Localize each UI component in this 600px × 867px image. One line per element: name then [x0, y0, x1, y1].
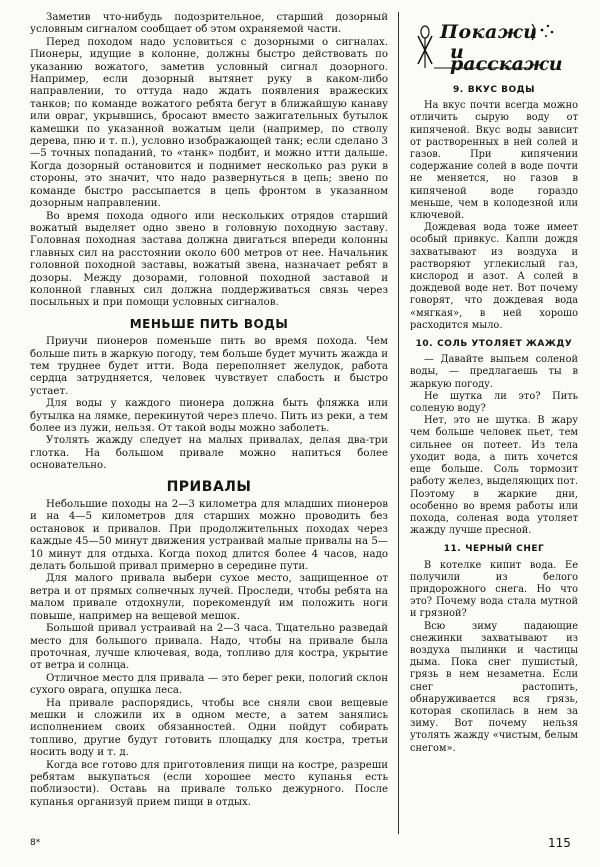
sidebar-heading-text: СОЛЬ УТОЛЯЕТ ЖАЖДУ: [437, 339, 573, 350]
sidebar-heading-text: ВКУС ВОДЫ: [467, 85, 535, 95]
sidebar-heading-number: 10.: [415, 339, 434, 350]
sidebar-heading-text: ЧЕРНЫЙ СНЕГ: [465, 544, 545, 555]
rubric-logo: [410, 12, 578, 74]
paragraph: Не шутка ли это? Пить соленую воду?: [410, 390, 578, 415]
paragraph: Всю зиму падающие снежинки захватывают из воздуха пылинки и частицы дыма. Пока снег пушистый, грязь в нем незаметна. Если снег растопить, обнаруживается вся грязь, которая скопилась в нем за зиму. Вот почему нельзя утолять жажду «чистым, белым снегом».: [410, 620, 578, 754]
paragraph: Нет, это не шутка. В жару чем больше человек пьет, тем сильнее он потеет. Из тела уходит вода, а пить хочется еще больше. Соль тормозит работу желез, выделяющих пот. Поэтому в жаркие дни, особенно во время работы или похода, соленая вода утоляет жажду лучше пресной.: [410, 415, 578, 537]
sidebar-column: [410, 12, 578, 755]
paragraph: Большой привал устраивай на 2—3 часа. Тщательно разведай место для большого привала. Надо, чтобы на привале была проточная, лучше ключевая, вода, топливо для костра, укрытие от ветра и солнца.: [30, 623, 388, 672]
section-heading-rest-stops: ПРИВАЛЫ: [166, 478, 252, 495]
paragraph: Во время похода одного или нескольких отрядов старший вожатый выделяет одно звено в головную походную заставу. Головная походная застава должна двигаться впереди колонны главных сил на расстоянии около 600 метров от нее. Начальник головной походной заставы, вожатый звена, назначает ребят в дозоры. Между дозорами, головной походной заставой и колонной главных сил должна поддерживаться связь через посыльных и при помощи условных сигналов.: [30, 210, 388, 309]
section-heading-water: МЕНЬШЕ ПИТЬ ВОДЫ: [129, 316, 289, 331]
sidebar-heading-salt: [410, 338, 578, 350]
paragraph: Для малого привала выбери сухое место, защищенное от ветра и от прямых солнечных лучей. Проследи, чтобы ребята на малом привале отдохнули, порекомендуй им положить ноги повыше, например на вещевой мешок.: [30, 573, 388, 622]
paragraph: Перед походом надо условиться с дозорными о сигналах. Пионеры, идущие в колонне, должны быстро действовать по указанию вожатого, заметив условный сигнал дозорного. Например, если дозорный вытянет руку в каком-либо направлении, то оттуда надо ждать появления вражеских танков; по команде вожатого ребята бегут в ближайшую канаву или овраг, укрывшись, бросают вместо зажигательных бутылок камешки по указанной вожатым цели (например, по стволу дерева, пню и т. п.), условно изображающей танк; если сделано 3—5 точных попаданий, то «танк» подбит, и можно итти дальше. Когда дозорный остановится и поднимет несколько раз руки в стороны, это значит, что надо развернуться в цепь; звено по команде быстро рассыпается в цепь фронтом в указанном дозорным направлении.: [30, 36, 388, 210]
paragraph: На вкус почти всегда можно отличить сырую воду от кипяченой. Вкус воды зависит от растворенных в ней солей и газов. При кипячении содержание солей в воде почти не меняется, но газов в кипяченой воде гораздо меньше, чем в колодезной или ключевой.: [410, 100, 578, 222]
main-column: [30, 12, 388, 809]
sidebar-heading-taste: [410, 84, 578, 96]
paragraph: Приучи пионеров поменьше пить во время похода. Чем больше пить в жаркую погоду, тем больше будет мучить жажда и тем труднее будет итти. Вода переполняет желудок, работа сердца затрудняется, человек чувствует слабость и быстро устает.: [30, 336, 388, 397]
paragraph: В котелке кипит вода. Ее получили из белого придорожного снега. Но что это? Почему вода стала мутной и грязной?: [410, 559, 578, 620]
sidebar-heading-snow: [410, 543, 578, 555]
paragraph: Отличное место для привала — это берег реки, пологий склон сухого оврага, опушка леса.: [30, 672, 388, 697]
paragraph: На привале распорядись, чтобы все сняли свои вещевые мешки и сложили их в одном месте, а затем занялись исполнением своих обязанностей. Одни пойдут собирать топливо, другие будут готовить площадку для костра, третьи носить воду и т. д.: [30, 697, 388, 759]
paragraph: Когда все готово для приготовления пищи на костре, разреши ребятам выкупаться (если хорошее место купанья есть поблизости). Оставь на привале только дежурного. После купанья организуй прием пищи в отдых.: [30, 759, 388, 808]
column-divider: [398, 12, 399, 834]
paragraph: Небольшие походы на 2—3 километра для младших пионеров и на 4—5 километров для старших можно проводить без остановок и привалов. При продолжительных походах через каждые 45—50 минут движения устраивай малые привалы на 5—10 минут для отдыха. Когда поход длится более 4 часов, надо делать большой привал примерно в середине пути.: [30, 499, 388, 573]
paragraph: Заметив что-нибудь подозрительное, старший дозорный условным сигналом сообщает об этом охраняемой части.: [30, 12, 388, 36]
sidebar-heading-number: 11.: [443, 544, 462, 555]
paragraph: Дождевая вода тоже имеет особый привкус. Капли дождя захватывают из воздуха и растворяют углекислый газ, кислород и азот. А солей в дождевой воде нет. Вот почему говорят, что дождевая вода «мягкая», в ней хорошо расходится мыло.: [410, 222, 578, 331]
sidebar-heading-number: 9.: [453, 85, 464, 95]
rubric-title-line2: и расскажи: [450, 41, 563, 76]
signature-mark: 8*: [30, 838, 41, 848]
page-number: 115: [548, 836, 571, 850]
paragraph: Для воды у каждого пионера должна быть фляжка или бутылка на лямке, перекинутой через плечо. Пить из реки, а тем более из лужи, нельзя. От такой воды можно заболеть.: [30, 398, 388, 434]
paragraph: — Давайте выпьем соленой воды, — предлагаешь ты в жаркую погоду.: [410, 354, 578, 390]
paragraph: Утолять жажду следует на малых привалах, делая два-три глотка. На большом привале можно напиться более основательно.: [30, 435, 388, 472]
rubric-title-line1: Покажи: [440, 21, 538, 43]
